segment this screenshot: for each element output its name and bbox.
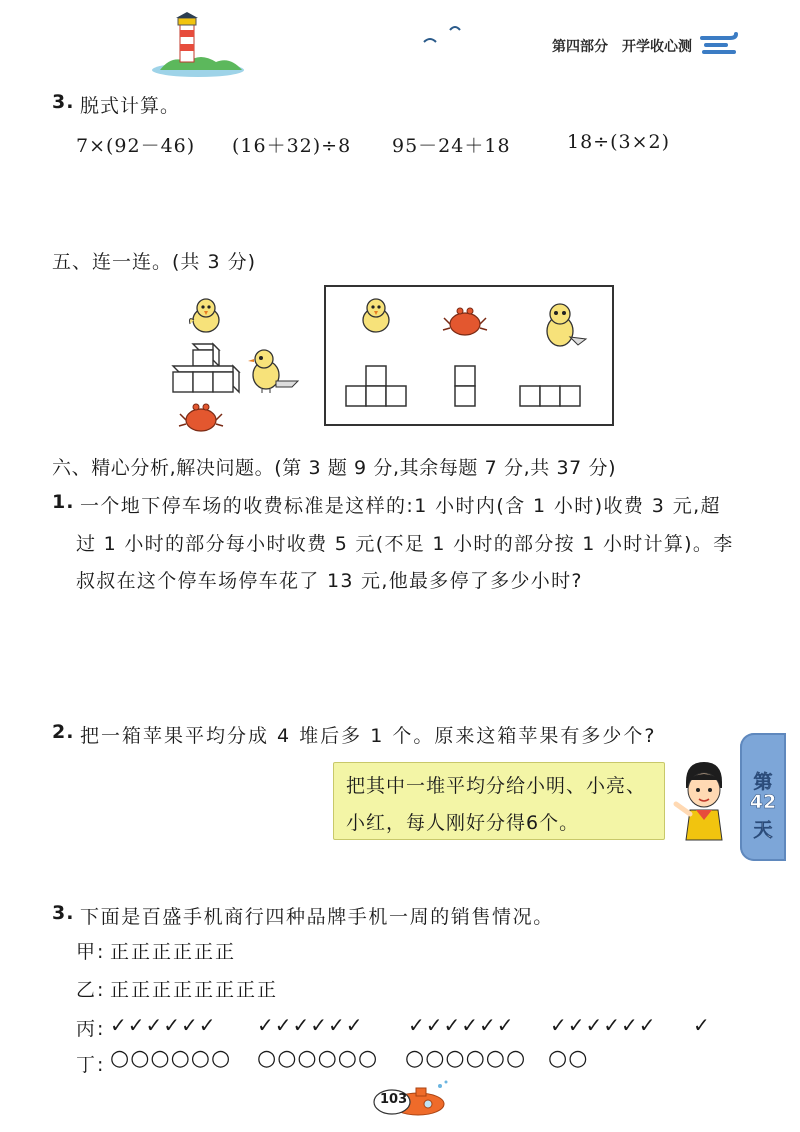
row-jia-tally: 正正正正正正 — [110, 941, 237, 963]
row-ding-group-1: ○○○○○○ — [110, 1046, 232, 1071]
question-1-number: 1. — [52, 491, 75, 513]
problem-title: 脱式计算。 — [80, 95, 181, 117]
crab-icon — [178, 398, 224, 436]
view-shape-1 — [345, 364, 409, 408]
question-1-line-3: 叔叔在这个停车场停车花了 13 元,他最多停了多少小时? — [76, 570, 583, 592]
view-shape-2 — [453, 364, 477, 408]
boy-character-icon — [672, 758, 734, 842]
lighthouse-illustration — [150, 12, 250, 78]
row-ding-group-4: ○○ — [548, 1046, 589, 1071]
row-bing-group-2: ✓✓✓✓✓✓ — [257, 1013, 364, 1037]
day-tab-number: 42 — [749, 791, 777, 813]
cube-stack-shape — [171, 342, 241, 394]
header-section: 第四部分 — [552, 39, 608, 55]
owl-bird-icon — [538, 301, 588, 351]
row-yi-tally: 正正正正正正正正 — [110, 979, 279, 1001]
row-bing-group-4: ✓✓✓✓✓✓ — [550, 1013, 657, 1037]
row-jia-label: 甲: — [76, 941, 106, 963]
row-ding-group-2: ○○○○○○ — [257, 1046, 379, 1071]
section-6-title: 六、精心分析,解决问题。(第 3 题 9 分,其余每题 7 分,共 37 分) — [52, 457, 617, 479]
expression-3: 95－24＋18 — [392, 135, 511, 157]
owl-bird-icon — [246, 347, 302, 393]
expression-1: 7×(92－46) — [76, 135, 196, 157]
row-bing-group-1: ✓✓✓✓✓✓ — [110, 1013, 217, 1037]
day-tab — [740, 733, 786, 861]
question-1-line-2: 过 1 小时的部分每小时收费 5 元(不足 1 小时的部分按 1 小时计算)。李 — [76, 533, 734, 555]
hint-line-1: 把其中一堆平均分给小明、小亮、 — [346, 775, 647, 797]
bird-icon — [186, 296, 228, 338]
bird-icon — [356, 296, 398, 338]
header-logo-icon — [700, 30, 740, 56]
row-bing-label: 丙: — [76, 1018, 106, 1040]
bird-icon — [422, 22, 464, 46]
header-title: 开学收心测 — [622, 39, 692, 55]
row-bing-group-5: ✓ — [693, 1013, 711, 1037]
problem-number: 3. — [52, 91, 75, 113]
hint-speech-box — [333, 762, 665, 840]
question-3-text: 下面是百盛手机商行四种品牌手机一周的销售情况。 — [80, 906, 554, 928]
expression-2: (16＋32)÷8 — [232, 135, 352, 157]
day-tab-line-1: 第 — [753, 771, 773, 793]
section-5-title: 五、连一连。(共 3 分) — [52, 251, 256, 273]
crab-icon — [442, 303, 488, 339]
question-2-number: 2. — [52, 721, 75, 743]
day-tab-line-3: 天 — [753, 819, 773, 841]
view-shape-3 — [519, 384, 583, 408]
row-bing-group-3: ✓✓✓✓✓✓ — [408, 1013, 515, 1037]
row-ding-label: 丁: — [76, 1054, 106, 1076]
question-3-number: 3. — [52, 902, 75, 924]
question-1-line-1: 一个地下停车场的收费标准是这样的:1 小时内(含 1 小时)收费 3 元,超 — [80, 495, 721, 517]
expression-4: 18÷(3×2) — [567, 131, 671, 153]
row-yi-label: 乙: — [76, 979, 106, 1001]
row-ding-group-3: ○○○○○○ — [405, 1046, 527, 1071]
page-number: 103 — [380, 1092, 408, 1107]
question-2-text: 把一箱苹果平均分成 4 堆后多 1 个。原来这箱苹果有多少个? — [80, 725, 657, 747]
hint-line-2: 小红，每人刚好分得6个。 — [346, 812, 580, 834]
